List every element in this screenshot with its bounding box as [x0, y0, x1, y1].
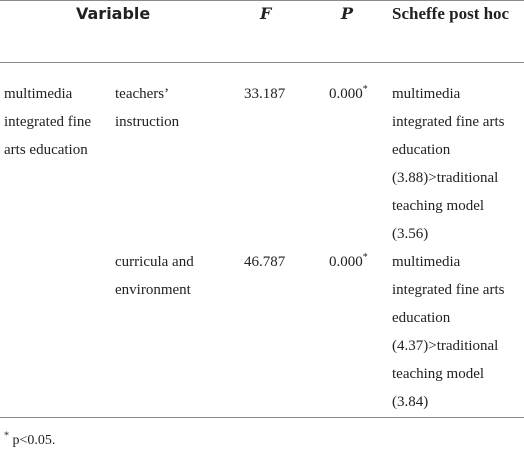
row-2-p-mark: * [362, 252, 368, 263]
group-label: multimedia integrated fine arts education [4, 86, 92, 158]
row-2-p-value: 0.000 [329, 254, 363, 270]
row-2-scheffe: multimedia integrated fine arts education (4.37)>traditional teaching model (3.84) [392, 254, 505, 410]
row-1-p-value: 0.000 [329, 86, 363, 102]
header-p: P [341, 4, 354, 23]
header-bottom-rule [0, 62, 524, 63]
row-2-p [329, 248, 368, 276]
header-f: F [260, 4, 272, 23]
header-scheffe: Scheffe post hoc [392, 4, 510, 23]
row-1-p [329, 80, 368, 108]
row-1-sub-variable: teachers’ instruction [115, 86, 180, 130]
row-1-f: 33.187 [244, 86, 286, 102]
table-bottom-rule [0, 417, 524, 418]
header-variable: Variable [76, 4, 151, 23]
row-2-f: 46.787 [244, 254, 286, 270]
table-footnote [4, 431, 55, 451]
footnote-text: p<0.05. [9, 433, 56, 448]
row-1-scheffe: multimedia integrated fine arts education (3.88)>traditional teaching model (3.56) [392, 86, 505, 242]
footnote-mark: * [4, 430, 9, 442]
row-2-sub-variable: curricula and environment [115, 254, 194, 298]
row-1-p-mark: * [362, 84, 368, 95]
